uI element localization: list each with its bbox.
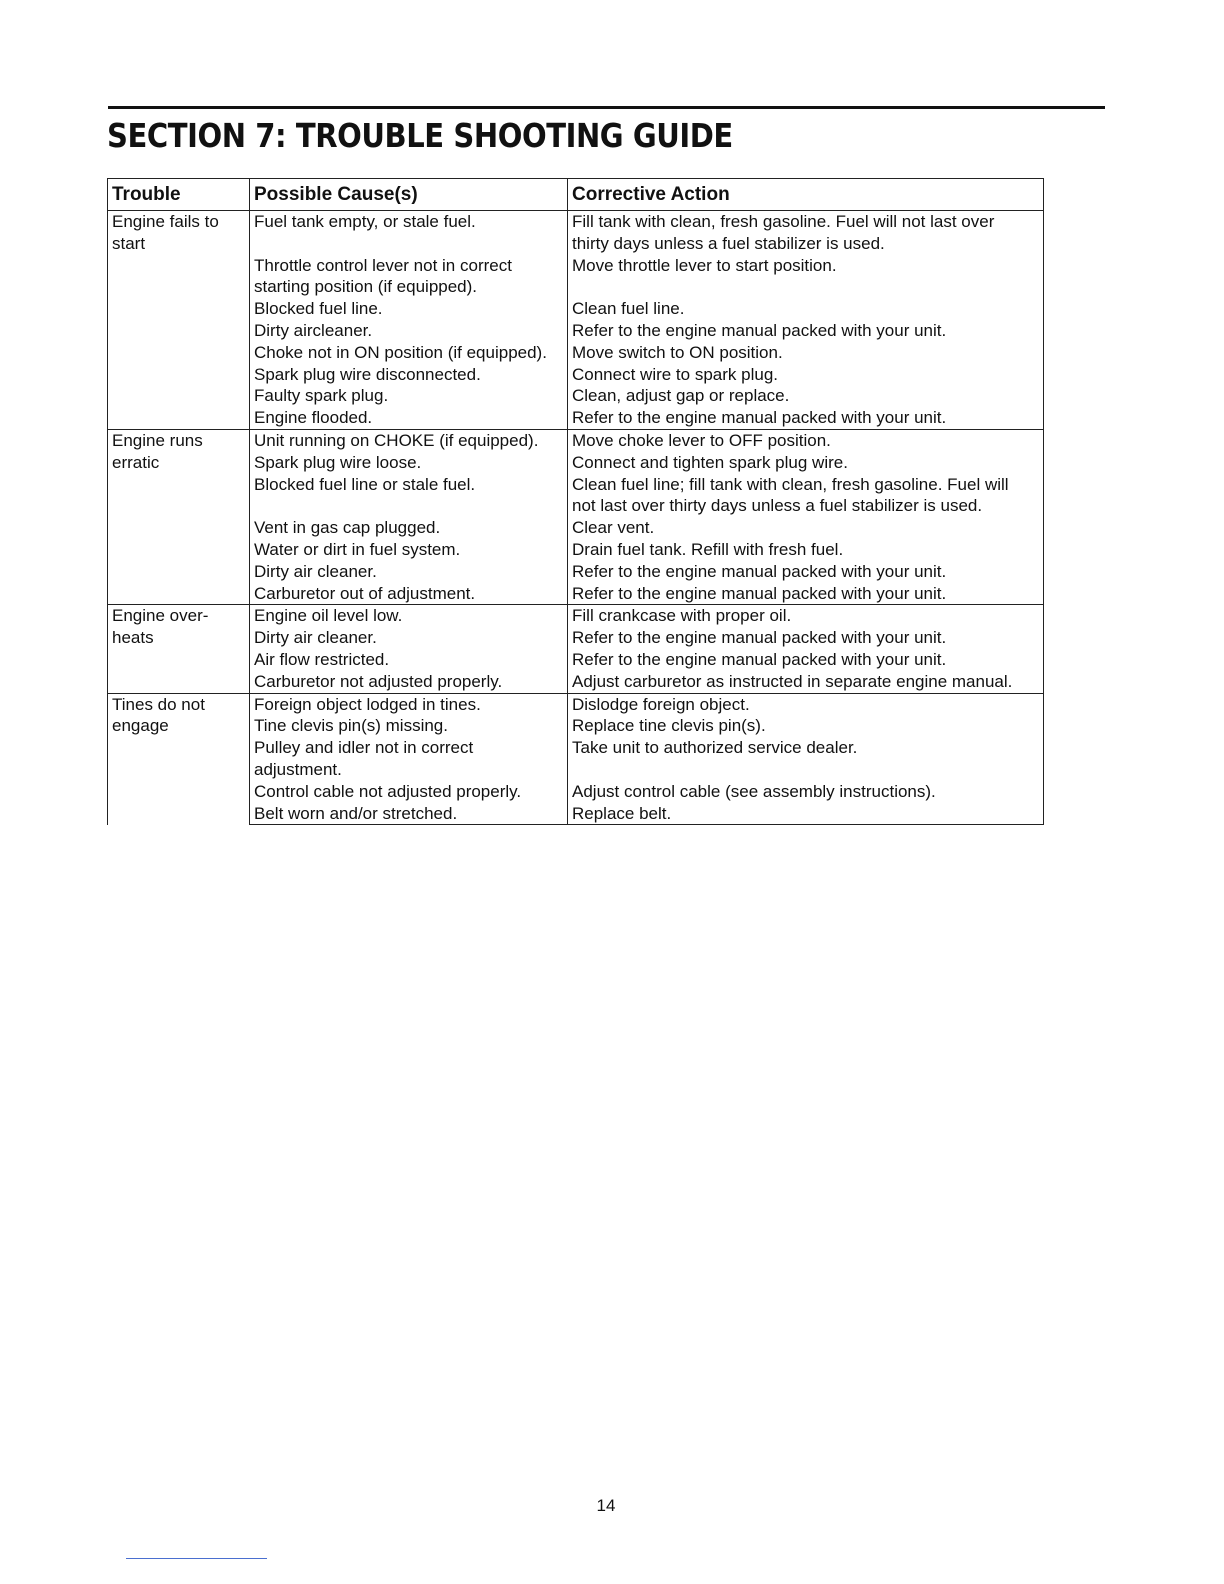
cause-cell: Carburetor not adjusted properly. xyxy=(250,671,568,693)
trouble-text: engage xyxy=(112,716,169,736)
header-corrective-action: Corrective Action xyxy=(568,179,1044,211)
cause-cell: Engine oil level low. xyxy=(250,605,568,627)
action-cell: Refer to the engine manual packed with your unit. xyxy=(568,320,1044,342)
footer-rule xyxy=(126,1558,267,1559)
cause-cell xyxy=(250,233,568,255)
cause-cell: Dirty air cleaner. xyxy=(250,561,568,583)
cause-cell: Carburetor out of adjustment. xyxy=(250,583,568,605)
trouble-text: Engine over- xyxy=(112,606,209,626)
action-cell: Adjust carburetor as instructed in separate engine manual. xyxy=(568,671,1044,693)
trouble-text: heats xyxy=(112,628,154,648)
action-cell: Replace belt. xyxy=(568,803,1044,825)
cause-cell: Control cable not adjusted properly. xyxy=(250,781,568,803)
action-cell: Clean fuel line. xyxy=(568,298,1044,320)
cause-cell: Pulley and idler not in correct xyxy=(250,737,568,759)
trouble-text: Tines do not xyxy=(112,694,205,714)
action-cell: not last over thirty days unless a fuel stabilizer is used. xyxy=(568,495,1044,517)
action-cell: Dislodge foreign object. xyxy=(568,693,1044,715)
page-number: 14 xyxy=(596,1496,616,1515)
cause-cell: Belt worn and/or stretched. xyxy=(250,803,568,825)
cause-cell: Throttle control lever not in correct xyxy=(250,255,568,277)
action-cell: Fill crankcase with proper oil. xyxy=(568,605,1044,627)
trouble-cell xyxy=(108,693,250,825)
action-cell xyxy=(568,759,1044,781)
action-cell: Replace tine clevis pin(s). xyxy=(568,715,1044,737)
trouble-text: erratic xyxy=(112,452,160,472)
trouble-text: Engine fails to xyxy=(112,212,219,231)
cause-cell: Dirty aircleaner. xyxy=(250,320,568,342)
cause-cell: Faulty spark plug. xyxy=(250,385,568,407)
action-cell: Drain fuel tank. Refill with fresh fuel. xyxy=(568,539,1044,561)
table-row xyxy=(108,605,1044,627)
header-possible-causes: Possible Cause(s) xyxy=(250,179,568,211)
action-cell: Move switch to ON position. xyxy=(568,342,1044,364)
cause-cell: Unit running on CHOKE (if equipped). xyxy=(250,429,568,451)
trouble-cell xyxy=(108,429,250,604)
table-row xyxy=(108,429,1044,451)
action-cell: Refer to the engine manual packed with your unit. xyxy=(568,407,1044,429)
header-trouble: Trouble xyxy=(108,179,250,211)
action-cell: thirty days unless a fuel stabilizer is used. xyxy=(568,233,1044,255)
cause-cell: Blocked fuel line. xyxy=(250,298,568,320)
table-header-row xyxy=(108,179,1044,211)
table-row xyxy=(108,211,1044,233)
trouble-text: Engine runs xyxy=(112,430,203,450)
action-cell: Refer to the engine manual packed with your unit. xyxy=(568,627,1044,649)
cause-cell: adjustment. xyxy=(250,759,568,781)
action-cell: Adjust control cable (see assembly instructions). xyxy=(568,781,1044,803)
cause-cell: Engine flooded. xyxy=(250,407,568,429)
cause-cell: Water or dirt in fuel system. xyxy=(250,539,568,561)
action-cell: Refer to the engine manual packed with your unit. xyxy=(568,561,1044,583)
cause-cell: Air flow restricted. xyxy=(250,649,568,671)
section-title: SECTION 7: TROUBLE SHOOTING GUIDE xyxy=(107,116,733,155)
cause-cell: Tine clevis pin(s) missing. xyxy=(250,715,568,737)
action-cell: Clean, adjust gap or replace. xyxy=(568,385,1044,407)
trouble-cell xyxy=(108,211,250,430)
cause-cell: Spark plug wire loose. xyxy=(250,452,568,474)
action-cell: Connect wire to spark plug. xyxy=(568,364,1044,386)
cause-cell: Foreign object lodged in tines. xyxy=(250,693,568,715)
cause-cell: Vent in gas cap plugged. xyxy=(250,517,568,539)
action-cell: Take unit to authorized service dealer. xyxy=(568,737,1044,759)
cause-cell: Spark plug wire disconnected. xyxy=(250,364,568,386)
top-rule xyxy=(108,106,1105,109)
action-cell xyxy=(568,276,1044,298)
action-cell: Refer to the engine manual packed with your unit. xyxy=(568,583,1044,605)
cause-cell: Dirty air cleaner. xyxy=(250,627,568,649)
cause-cell xyxy=(250,495,568,517)
trouble-text: start xyxy=(112,233,146,253)
cause-cell: Choke not in ON position (if equipped). xyxy=(250,342,568,364)
table-row xyxy=(108,693,1044,715)
action-cell: Refer to the engine manual packed with your unit. xyxy=(568,649,1044,671)
action-cell: Clear vent. xyxy=(568,517,1044,539)
action-cell: Move choke lever to OFF position. xyxy=(568,429,1044,451)
trouble-cell xyxy=(108,605,250,693)
table-body xyxy=(108,211,1044,825)
cause-cell: Blocked fuel line or stale fuel. xyxy=(250,474,568,496)
action-cell: Move throttle lever to start position. xyxy=(568,255,1044,277)
cause-cell: starting position (if equipped). xyxy=(250,276,568,298)
action-cell: Fill tank with clean, fresh gasoline. Fuel will not last over xyxy=(568,211,1044,233)
action-cell: Connect and tighten spark plug wire. xyxy=(568,452,1044,474)
cause-cell: Fuel tank empty, or stale fuel. xyxy=(250,211,568,233)
troubleshooting-table xyxy=(107,178,1044,825)
action-cell: Clean fuel line; fill tank with clean, fresh gasoline. Fuel will xyxy=(568,474,1044,496)
